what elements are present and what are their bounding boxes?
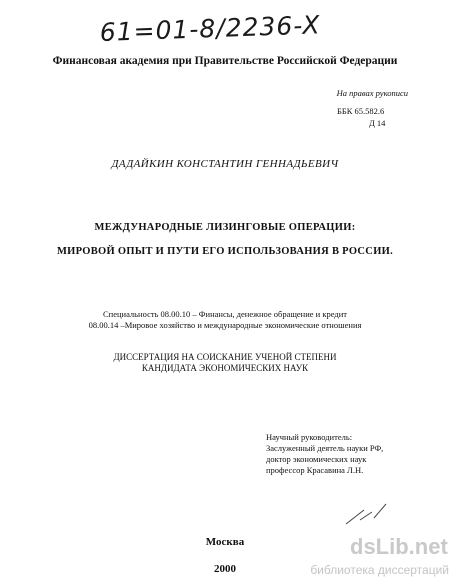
supervisor-line: Заслуженный деятель науки РФ, [266,443,384,453]
signature-icon [342,500,392,528]
supervisor-line: Научный руководитель: [266,432,353,442]
watermark-logo: dsLib.net [350,534,448,559]
year: 2000 [214,563,236,575]
thesis-title-line-1: МЕЖДУНАРОДНЫЕ ЛИЗИНГОВЫЕ ОПЕРАЦИИ: [94,222,356,233]
institution-name: Финансовая академия при Правительстве Российской Федерации [52,55,398,67]
supervisor-block [266,432,383,476]
specialty-line-1: Специальность 08.00.10 – Финансы, денежное обращение и кредит [103,309,347,319]
manuscript-rights-note: На правах рукописи [336,88,408,98]
degree-block [0,352,450,374]
degree-line-1: ДИССЕРТАЦИЯ НА СОИСКАНИЕ УЧЕНОЙ СТЕПЕНИ [113,352,337,362]
supervisor-line: профессор Красавина Л.Н. [266,465,364,475]
udc-code: Д 14 [369,118,386,128]
supervisor-line: доктор экономических наук [266,454,367,464]
specialty-line-2: 08.00.14 –Мировое хозяйство и международные экономические отношения [88,320,362,330]
author-name: ДАДАЙКИН КОНСТАНТИН ГЕННАДЬЕВИЧ [111,158,339,170]
classification-block [337,105,385,129]
bbk-code: ББК 65.582.6 [337,106,385,116]
thesis-title-line-2: МИРОВОЙ ОПЫТ И ПУТИ ЕГО ИСПОЛЬЗОВАНИЯ В РОССИИ. [56,246,394,257]
watermark [304,534,449,582]
watermark-subtitle: библиотека диссертаций [310,563,449,577]
specialty-block [0,309,450,331]
city: Москва [205,536,245,548]
degree-line-2: КАНДИДАТА ЭКОНОМИЧЕСКИХ НАУК [141,363,309,373]
handwritten-archive-number: 61=01-8/2236-X [99,10,321,47]
